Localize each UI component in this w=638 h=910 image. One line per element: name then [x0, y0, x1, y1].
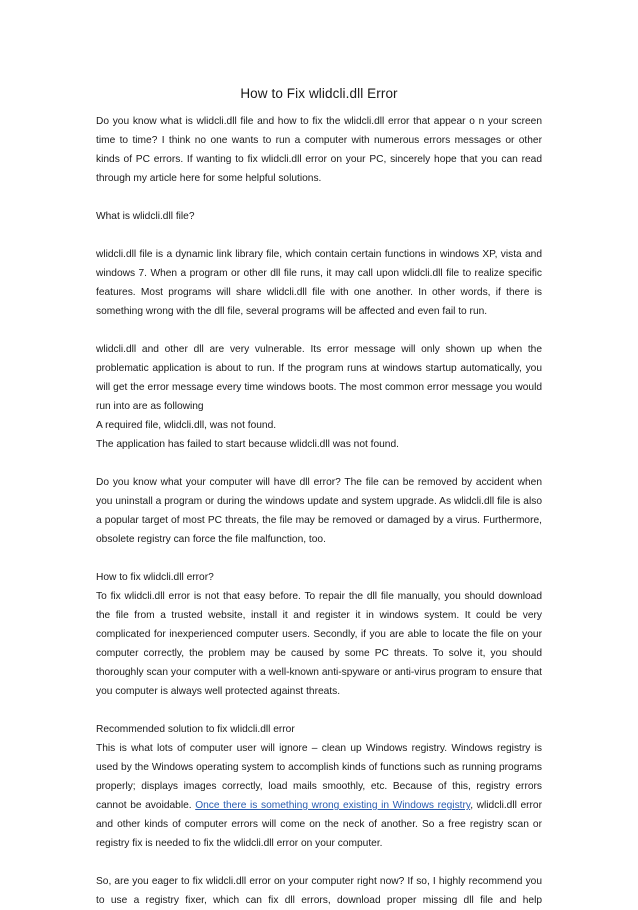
- page-title: How to Fix wlidcli.dll Error: [240, 86, 398, 101]
- vulnerable-paragraph: wlidcli.dll and other dll are very vulnerable. Its error message will only shown up when the problematic application is about to run. If the program runs at windows startup automatically, you will get the error message every time windows boots. The most common error message you would run into are as following: [96, 344, 542, 412]
- section-heading-what: What is wlidcli.dll file?: [96, 211, 195, 222]
- recommended-text-b: , wlidcli.dll error and other kinds of computer errors will come on the neck of another. So a free registry scan or registry fix is needed to fix the wlidcli.dll error on your computer.: [96, 800, 542, 849]
- recommended-paragraph: [96, 739, 542, 853]
- final-paragraph: So, are you eager to fix wlidcli.dll error on your computer right now? If so, I highly recommend you to use a registry fixer, which can fix dll errors, download proper missing dll file and help: [96, 876, 542, 906]
- section-heading-how: How to fix wlidcli.dll error?: [96, 572, 214, 583]
- how-paragraph: To fix wlidcli.dll error is not that easy before. To repair the dll file manually, you should download the file from a trusted website, install it and register it in windows system. It could be very complicated for inexperienced computer users. Secondly, if you are able to locate the file on your computer correctly, the problem may be caused by some PC threats. To solve it, you should thoroughly scan your computer with a well-known anti-spyware or anti-virus program to ensure that you computer is always well protected against threats.: [96, 591, 542, 697]
- section-heading-recommended: Recommended solution to fix wlidcli.dll error: [96, 724, 295, 735]
- cause-paragraph: Do you know what your computer will have dll error? The file can be removed by accident when you uninstall a program or during the windows update and system upgrade. As wlidcli.dll file is also a popular target of most PC threats, the file may be removed or damaged by a virus. Furthermore, obsolete registry can force the file malfunction, too.: [96, 477, 542, 545]
- error-message-2: The application has failed to start because wlidcli.dll was not found.: [96, 439, 399, 450]
- error-message-1: A required file, wlidcli.dll, was not found.: [96, 420, 277, 431]
- intro-paragraph: Do you know what is wlidcli.dll file and how to fix the wlidcli.dll error that appear o n your screen time to time? I think no one wants to run a computer with numerous errors messages or other kinds of PC errors. If wanting to fix wlidcli.dll error on your PC, sincerely hope that you can read through my article here for some helpful solutions.: [96, 116, 542, 184]
- what-paragraph: wlidcli.dll file is a dynamic link library file, which contain certain functions in windows XP, vista and windows 7. When a program or other dll file runs, it may call upon wlidcli.dll file to realize specific features. Most programs will share wlidcli.dll file with one another. In other words, if there is something wrong with the dll file, several programs will be affected and even fail to run.: [96, 249, 542, 317]
- recommended-text-a: This is what lots of computer user will ignore – clean up Windows registry. Windows registry is used by the Windows operating system to accomplish kinds of functions such as running programs properly; displays images correctly, load mails smoothly, etc. Because of this, registry errors cannot be avoidable.: [96, 743, 542, 811]
- registry-link[interactable]: Once there is something wrong existing in Windows registry: [195, 800, 471, 811]
